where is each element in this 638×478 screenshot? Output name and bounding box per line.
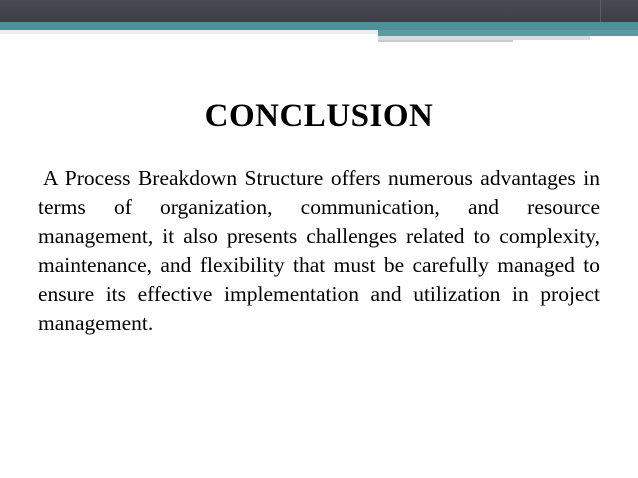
- header-light-strip: [0, 30, 378, 34]
- header-dark-bar: [0, 0, 638, 22]
- header-divider-line: [600, 0, 601, 22]
- slide-title: CONCLUSION: [204, 98, 434, 134]
- header-gray-strip-thin: [378, 40, 513, 42]
- slide-body-text: A Process Breakdown Structure offers numerous advantages in terms of organization, communication, and resource management, it also presents challenges related to complexity, maintenance, and flexibility that must be carefully managed to ensure its effective implementation and utilization in project management.: [38, 166, 600, 335]
- header-teal-bar: [0, 22, 638, 30]
